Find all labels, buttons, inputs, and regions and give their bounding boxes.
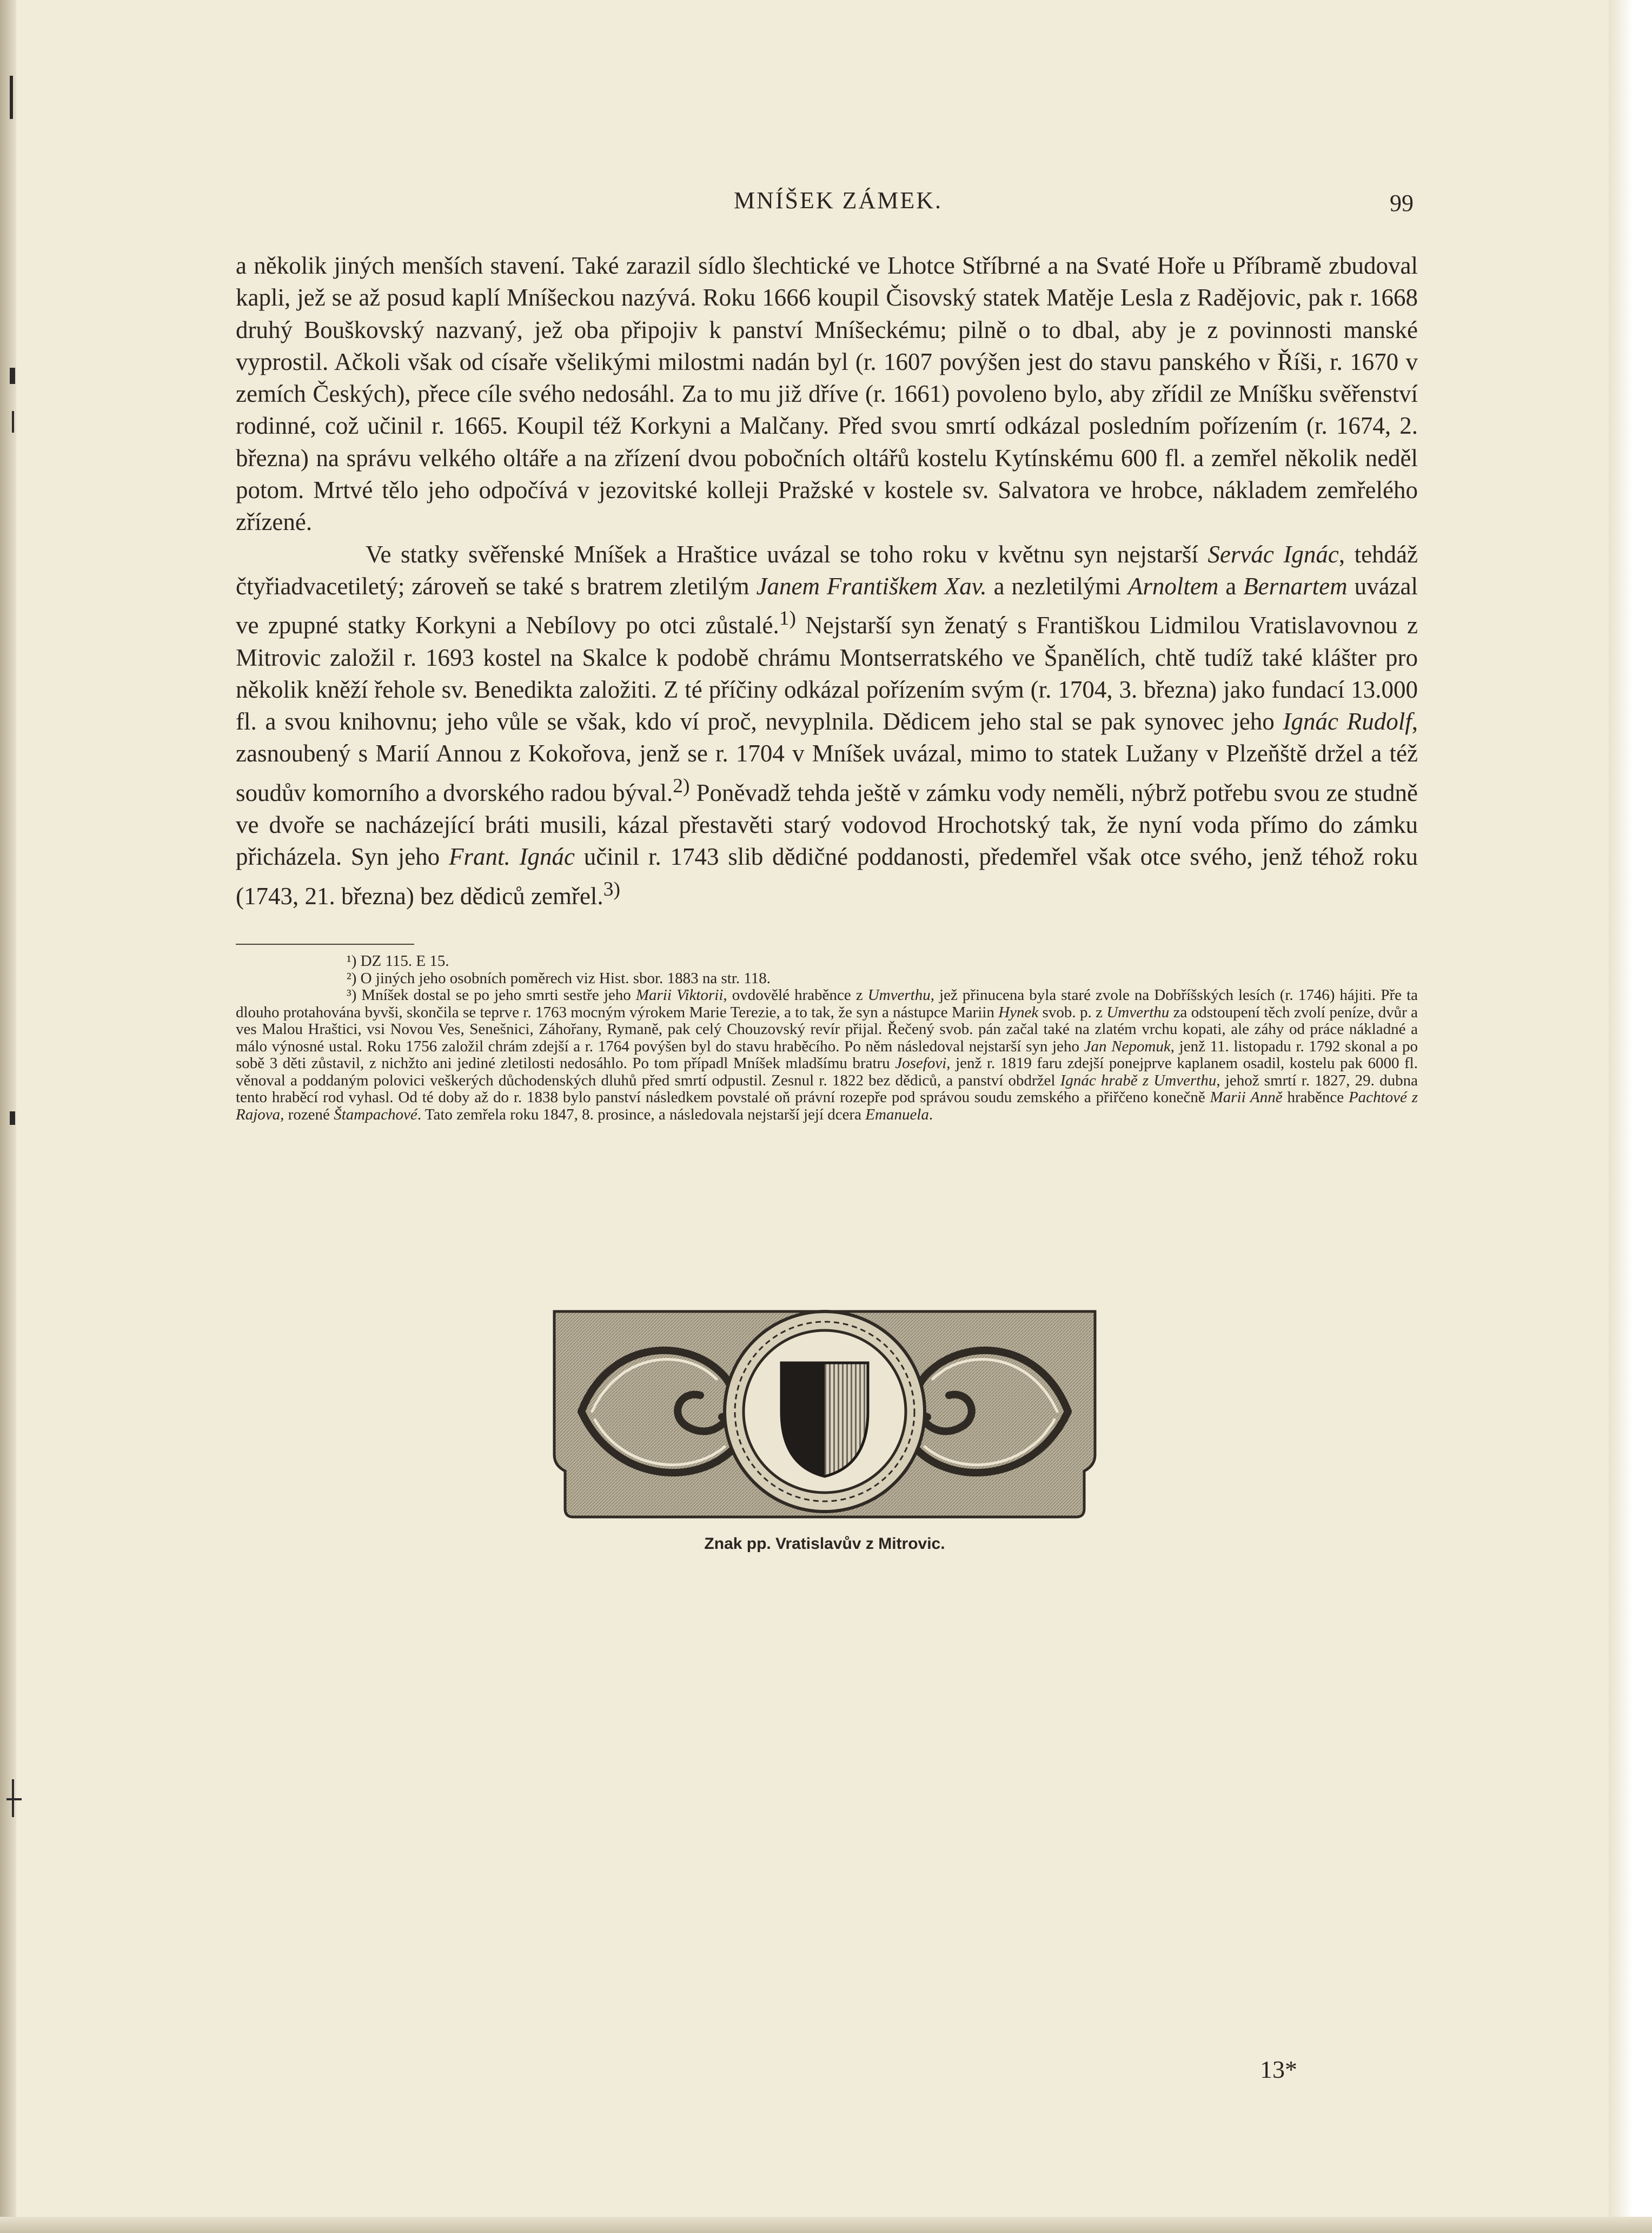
page-edge-bottom: [0, 2217, 1652, 2233]
margin-mark: [10, 1111, 15, 1125]
paragraph: a několik jiných menších stavení. Také zarazil sídlo šlechtické ve Lhotce Stříbrné a na Svaté Hoře u Příbramě zbudoval kapli, jež se až posud kaplí Mníšeckou nazývá. Roku 1666 koupil Čisovský statek Matěje Lesla z Radějovic, pak r. 1668 druhý Bouškovský nazvaný, jež oba připojiv k panství Mníšeckému; pilně o to dbal, aby je z povinnosti manské vyprostil. Ačkoli však od císaře všelikými milostmi nadán byl (r. 1607 povýšen jest do stavu panského v Říši, r. 1670 v zemích Českých), přece cíle svého nedosáhl. Za to mu již dříve (r. 1661) povoleno bylo, aby zřídil ze Mníšku svěřenství rodinné, což učinil r. 1665. Koupil též Korkyni a Malčany. Před svou smrtí odkázal posledním pořízením (r. 1674, 2. března) na správu velkého oltáře a na zřízení dvou pobočních oltářů kostelu Kytínskému 600 fl. a zemřel několik neděl potom. Mrtvé tělo jeho odpočívá v jezovitské kolleji Pražské v kostele sv. Salvatora ve hrobce, nákladem zemřelého zřízené.: [236, 252, 1418, 536]
coat-of-arms-emblem: [543, 1303, 1106, 1525]
margin-mark: [12, 411, 14, 433]
footnote-ref: 1): [779, 607, 796, 630]
main-text: [236, 250, 1418, 912]
paragraph: Ve statky svěřenské Mníšek a Hraštice uvázal se toho roku v květnu syn nejstarší Servác Ignác, tehdáž čtyřiadvacetiletý; zároveň se také s bratrem zletilým Janem Františkem Xav. a nezletilými Arnoltem a Bernartem uvázal ve zpupné statky Korkyni a Nebílovy po otci zůstalé.$^{1)}$ Nejstarší syn ženatý s Františkou Lidmilou Vratislavovnou z Mitrovic založil r. 1693 kostel na Skalce k podobě chrámu Montserratského ve Španělích, chtě tudíž také klášter pro několik kněží řehole sv. Benedikta založiti. Z té příčiny odkázal pořízením svým (r. 1704, 3. března) jako fundací 13.000 fl. a svou knihovnu; jeho vůle se však, kdo ví proč, nevyplnila. Dědicem jeho stal se pak synovec jeho Ignác Rudolf, zasnoubený s Marií Annou z Kokořova, jenž se r. 1704 v Mníšek uvázal, mimo to statek Lužany v Plzeňště držel a též soudův komorního a dvorského radou býval.$^{2)}$ Poněvadž tehda ještě v zámku vody neměli, nýbrž potřebu svou ze studně ve dvoře se nacházející bráti musili, kázal přestavěti starý vodovod Hrochotský tak, že nyní voda přímo do zámku přicházela. Syn jeho Frant. Ignác učinil r. 1743 slib dědičné poddanosti, předemřel však otce svého, jenž téhož roku (1743, 21. března) bez dědiců zemřel.$^{3)}$: [236, 540, 1418, 910]
page-edge-right: [1609, 0, 1652, 2233]
running-header: MNÍŠEK ZÁMEK.: [733, 187, 943, 214]
footnote-3: ³) Mníšek dostal se po jeho smrti sestře jeho Marii Viktorii, ovdovělé hraběnce z Umverthu, jež přinucena byla staré zvole na Dobříšských lesích (r. 1746) hájiti. Pře ta dlouho protahována byvši, skončila se teprve r. 1763 mocným výrokem Marie Terezie, a to tak, že syn a nástupce Mariin Hynek svob. p. z Umverthu za odstoupení těch zvolí peníze, dvůr a ves Malou Hraštici, vsi Novou Ves, Senešnici, Záhořany, Rymaně, pak celý Chouzovský revír přijal. Řečený svob. pán začal také na zlatém vrchu kopati, ale záhy od práce nákladné a málo výnosné ustal. Roku 1756 založil chrám zdejší a r. 1764 povýšen byl do stavu hraběcího. Po něm následoval nejstarší syn jeho Jan Nepomuk, jenž 11. listopadu r. 1792 skonal a po sobě 3 děti zůstavil, z nichžto ani jediné zletilosti nedosáhlo. Po tom případl Mníšek mladšímu bratru Josefovi, jenž r. 1819 faru zdejší ponejprve kaplanem osadil, kostelu pak 6000 fl. věnoval a poddaným polovici veškerých důchodenských dluhů před smrtí odpustil. Zesnul r. 1822 bez dědiců, a panství obdržel Ignác hrabě z Umverthu, jehož smrtí r. 1827, 29. dubna tento hraběcí rod vyhasl. Od té doby až do r. 1838 bylo panství následkem povstalé oň právní rozepře pod správou soudu zemského a přiřčeno konečně Marii Anně hraběnce Pachtové z Rajova, rozené Štampachové. Tato zemřela roku 1847, 8. prosince, a následovala nejstarší její dcera Emanuela.: [236, 986, 1418, 1123]
margin-mark: [6, 1798, 22, 1800]
margin-mark: [10, 76, 13, 119]
footnotes: [236, 953, 1418, 1123]
footnote-2: ²) O jiných jeho osobních poměrech viz Hist. sbor. 1883 na str. 118.: [347, 969, 771, 987]
footnote-ref: 3): [603, 878, 620, 900]
page-number: 99: [1390, 190, 1414, 216]
figure-caption: Znak pp. Vratislavův z Mitrovic.: [704, 1535, 945, 1553]
footnote-ref: 2): [673, 774, 690, 797]
margin-mark: [10, 368, 15, 384]
footnote-rule: [236, 944, 414, 945]
signature-mark: 13*: [1260, 2056, 1297, 2083]
footnote-1: ¹) DZ 115. E 15.: [347, 952, 449, 970]
